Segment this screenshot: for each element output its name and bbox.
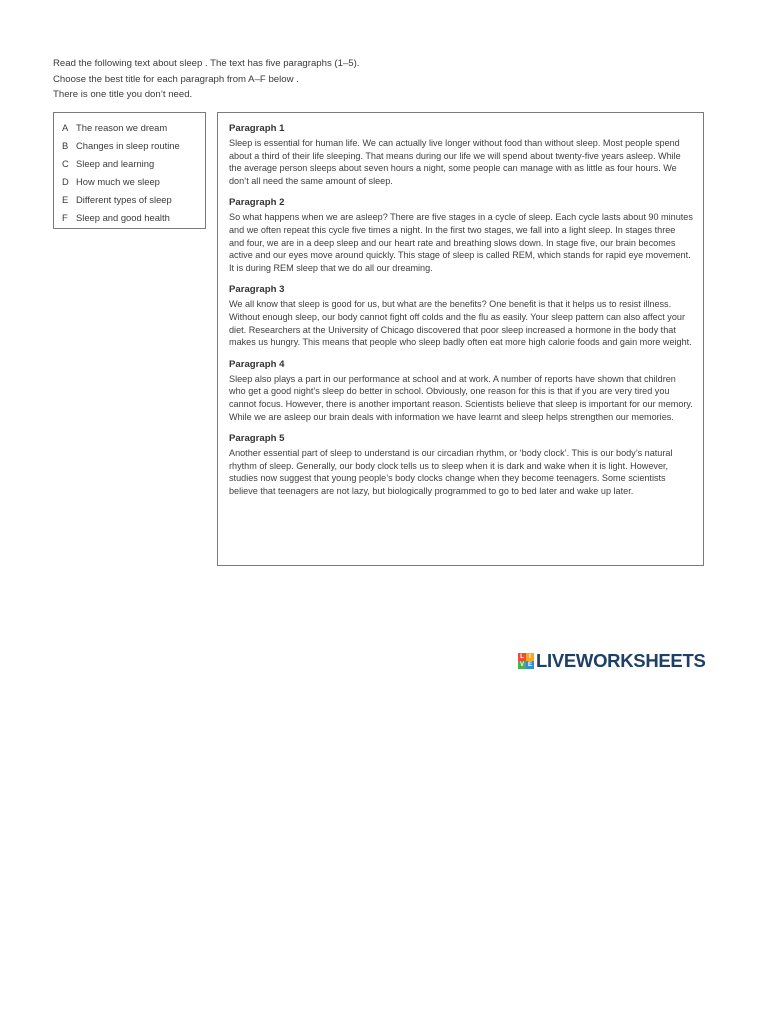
paragraph-text: Sleep is essential for human life. We can actually live longer without food than without sleep. Most people spend about a third of their life sleeping. That means during our life we will spend about twenty-five years asleep. While the average person sleeps about seven hours a night, some people can manage with as little as four hours. We don’t all need the same amount of sleep.: [229, 138, 681, 186]
logo-text: LIVEWORKSHEETS: [536, 650, 706, 671]
instruction-line-1: Read the following text about sleep . The text has five paragraphs (1–5).: [53, 58, 360, 69]
title-text: Sleep and good health: [76, 212, 170, 223]
paragraph-2: [229, 196, 693, 274]
title-option-b: [62, 137, 205, 155]
title-letter: A: [62, 122, 69, 133]
title-text: The reason we dream: [76, 122, 168, 133]
paragraph-heading: Paragraph 5: [229, 433, 285, 445]
paragraph-text: So what happens when we are asleep? There are five stages in a cycle of sleep. Each cycle lasts about 90 minutes and we often repeat this cycle five times a night. In the first two stages, we fall into a light sleep. In stages three and four, we are in a deep sleep and our heart rate and breathing slows down. In stage five, our brain becomes active and our eyes move around quickly. This stage of sleep is called REM, which stands for rapid eye movement. It is during REM sleep that we do all our dreaming.: [229, 212, 693, 273]
title-option-d: [62, 173, 205, 191]
paragraph-heading: Paragraph 4: [229, 358, 285, 370]
logo-mark-cell: E: [527, 662, 532, 668]
paragraph-5: [229, 432, 693, 497]
liveworksheets-logo[interactable]: [518, 650, 706, 672]
paragraph-heading: Paragraph 3: [229, 284, 285, 296]
instruction-line-3: There is one title you don’t need.: [53, 89, 193, 100]
title-letter: B: [62, 140, 69, 151]
instructions: [53, 56, 453, 103]
title-option-c: [62, 155, 205, 173]
title-option-f: [62, 209, 205, 227]
logo-mark-cell: V: [519, 662, 524, 668]
title-option-a: [62, 119, 205, 137]
title-letter: C: [62, 158, 69, 169]
paragraph-text: We all know that sleep is good for us, but what are the benefits? One benefit is that it helps us to resist illness. Without enough sleep, our body cannot fight off colds and the flu as easily. Your sleep pattern can also affect your diet. Researchers at the University of Chicago discovered that poor sleep increased a hormone in the body that makes us hungry. This means that people who sleep badly often eat more high calorie foods and gain more weight.: [229, 299, 692, 348]
paragraph-heading: Paragraph 2: [229, 197, 285, 209]
title-letter: E: [62, 194, 69, 205]
title-text: How much we sleep: [76, 176, 160, 187]
logo-mark-cell: L: [518, 653, 526, 661]
paragraph-4: [229, 358, 693, 423]
paragraph-1: [229, 122, 693, 187]
paragraphs-box: [217, 112, 704, 566]
title-text: Sleep and learning: [76, 158, 155, 169]
paragraph-heading: Paragraph 1: [229, 123, 285, 134]
logo-mark-icon: [518, 653, 534, 669]
paragraph-3: [229, 283, 693, 348]
paragraph-text: Sleep also plays a part in our performance at school and at work. A number of reports have shown that children who get a good night’s sleep do better in school. Obviously, one reason for this is that if you are very tired you cannot focus. However, there is another important reason. Scientists believe that sleep is important for our memory. While we are asleep our brain deals with information we have learnt and sleep helps strengthen our memories.: [229, 373, 693, 422]
title-text: Different types of sleep: [76, 194, 172, 205]
title-option-e: [62, 191, 205, 209]
titles-list: [53, 112, 206, 229]
title-letter: D: [62, 176, 69, 187]
logo-mark-cell: I: [526, 653, 534, 661]
title-letter: F: [62, 212, 68, 223]
paragraph-text: Another essential part of sleep to understand is our circadian rhythm, or ‘body clock’. This is our body’s natural rhythm of sleep. Generally, our body clock tells us to sleep when it is dark and wake when it is light. However, studies now suggest that young people’s body clocks change when they become teenagers. Some scientists believe that teenagers are not lazy, but biologically programmed to go to bed later and wake up later.: [229, 448, 673, 496]
title-text: Changes in sleep routine: [76, 140, 180, 151]
instruction-line-2: Choose the best title for each paragraph from A–F below .: [53, 73, 299, 85]
